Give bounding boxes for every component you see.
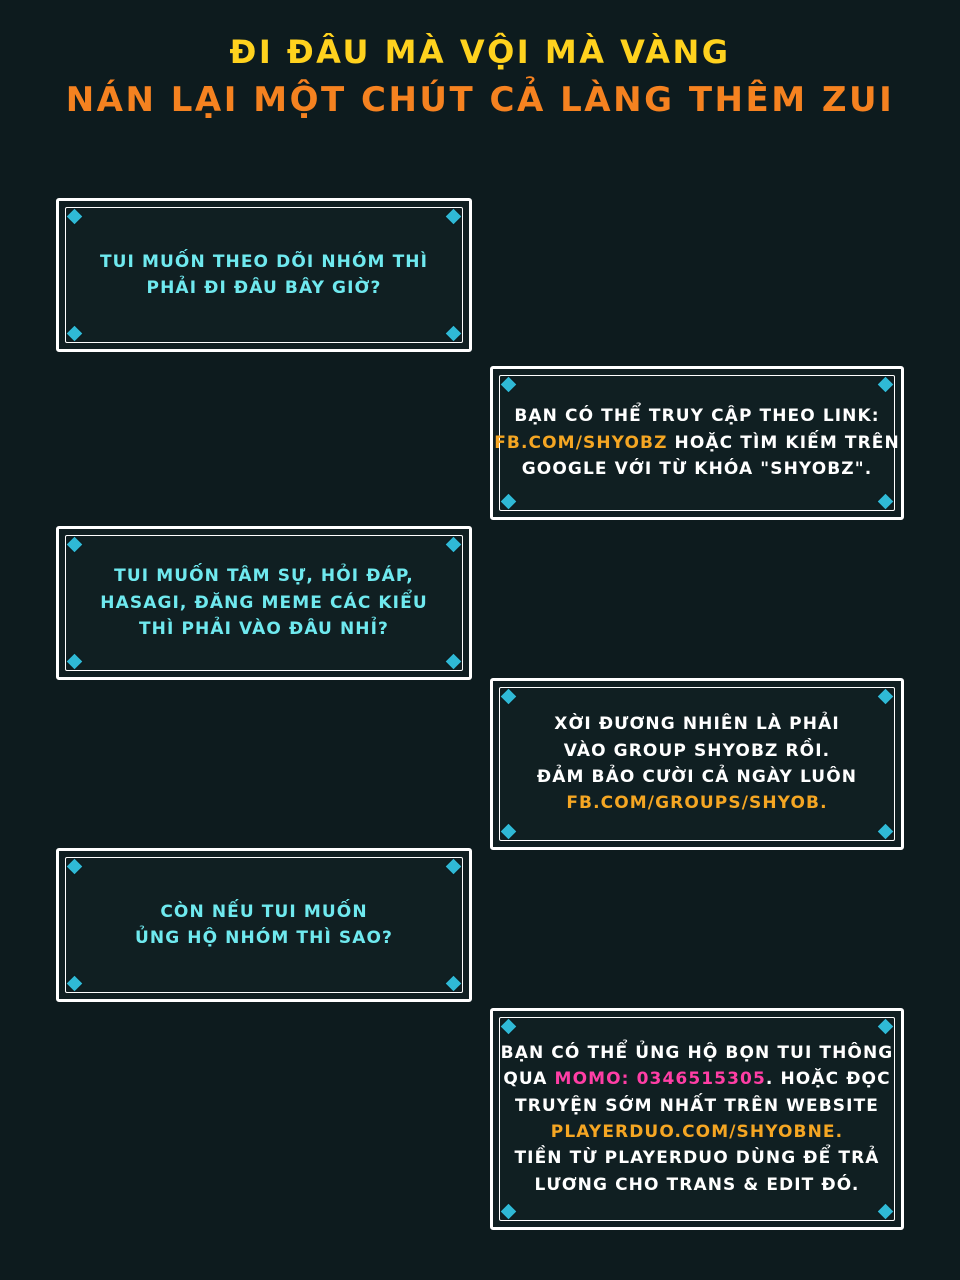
text-line: GOOGLE VỚI TỪ KHÓA "SHYOBZ".: [521, 459, 873, 480]
text-line: CÒN NẾU TUI MUỐN: [160, 901, 368, 922]
diamond-stud-icon: [67, 537, 83, 553]
answer-bubble-3: [490, 1008, 904, 1230]
title-line-2: NÁN LẠI MỘT CHÚT CẢ LÀNG THÊM ZUI: [65, 80, 895, 120]
link-playerduo[interactable]: PLAYERDUO.COM/SHYOBNE.: [550, 1122, 844, 1142]
text-line: ỦNG HỘ NHÓM THÌ SAO?: [134, 928, 394, 948]
diamond-stud-icon: [878, 824, 894, 840]
text-line: TIỀN TỪ PLAYERDUO DÙNG ĐỂ TRẢ: [514, 1148, 880, 1169]
diamond-stud-icon: [67, 326, 83, 342]
link-fb-shyobz[interactable]: FB.COM/SHYOBZ: [494, 432, 668, 453]
diamond-stud-icon: [878, 377, 894, 393]
text-line: XỜI ĐƯƠNG NHIÊN LÀ PHẢI: [554, 714, 840, 735]
text-line: TRUYỆN SỚM NHẤT TRÊN WEBSITE: [515, 1095, 879, 1116]
diamond-stud-icon: [67, 209, 83, 225]
question-bubble-2-text: [74, 563, 453, 642]
question-bubble-3: [56, 848, 472, 1002]
text-line: BẠN CÓ THỂ ỦNG HỘ BỌN TUI THÔNG: [500, 1042, 894, 1063]
diamond-stud-icon: [501, 1204, 517, 1220]
title-line-1: ĐI ĐÂU MÀ VỘI MÀ VÀNG: [229, 33, 731, 71]
answer-bubble-1: [490, 366, 904, 520]
text-line: THÌ PHẢI VÀO ĐÂU NHỈ?: [138, 619, 390, 640]
text-line: PHẢI ĐI ĐÂU BÂY GIỜ?: [146, 278, 382, 298]
diamond-stud-icon: [878, 689, 894, 705]
diamond-stud-icon: [878, 494, 894, 510]
diamond-stud-icon: [446, 859, 462, 875]
diamond-stud-icon: [67, 976, 83, 992]
answer-bubble-1-text: [468, 403, 926, 482]
answer-bubble-2-text: [511, 711, 883, 816]
diamond-stud-icon: [446, 537, 462, 553]
diamond-stud-icon: [501, 1019, 517, 1035]
diamond-stud-icon: [446, 654, 462, 670]
text-line: HASAGI, ĐĂNG MEME CÁC KIỂU: [100, 592, 428, 613]
diamond-stud-icon: [446, 976, 462, 992]
diamond-stud-icon: [446, 326, 462, 342]
diamond-stud-icon: [878, 1204, 894, 1220]
diamond-stud-icon: [501, 377, 517, 393]
text-line-with-link: FB.COM/SHYOBZ HOẶC TÌM KIẾM TRÊN: [494, 432, 900, 453]
diamond-stud-icon: [501, 689, 517, 705]
question-bubble-1: [56, 198, 472, 352]
diamond-stud-icon: [67, 859, 83, 875]
diamond-stud-icon: [878, 1019, 894, 1035]
text-line: TUI MUỐN THEO DÕI NHÓM THÌ: [99, 251, 429, 272]
page-title: [0, 32, 960, 122]
text-line: BẠN CÓ THỂ TRUY CẬP THEO LINK:: [514, 406, 880, 427]
text-line: TUI MUỐN TÂM SỰ, HỎI ĐÁP,: [114, 566, 414, 587]
link-fb-groups-shyob[interactable]: FB.COM/GROUPS/SHYOB.: [566, 793, 828, 814]
answer-bubble-2: [490, 678, 904, 850]
payment-momo-number[interactable]: MOMO: 0346515305: [554, 1069, 766, 1090]
question-bubble-1-text: [74, 249, 454, 302]
diamond-stud-icon: [501, 824, 517, 840]
question-bubble-2: [56, 526, 472, 680]
text-line-with-link: QUA MOMO: 0346515305. HOẶC ĐỌC: [503, 1069, 891, 1090]
text-line: ĐẢM BẢO CƯỜI CẢ NGÀY LUÔN: [536, 767, 858, 787]
diamond-stud-icon: [67, 654, 83, 670]
diamond-stud-icon: [446, 209, 462, 225]
question-bubble-3-text: [109, 899, 419, 952]
text-line: LƯƠNG CHO TRANS & EDIT ĐÓ.: [534, 1174, 860, 1195]
diamond-stud-icon: [501, 494, 517, 510]
text-line: VÀO GROUP SHYOBZ RỒI.: [563, 740, 831, 761]
answer-bubble-3-text: [475, 1040, 920, 1198]
